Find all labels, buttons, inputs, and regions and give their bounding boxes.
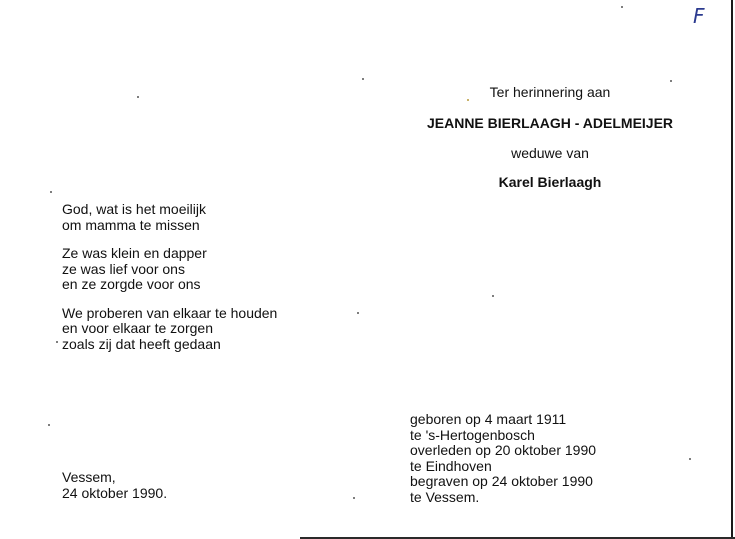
dust-speck (50, 191, 52, 193)
handwritten-corner-mark: F (693, 4, 705, 28)
poem-stanza (62, 246, 277, 293)
relation-text: weduwe van (511, 145, 589, 161)
poem-line: Ze was klein en dapper (62, 245, 207, 261)
poem-stanza (62, 306, 277, 353)
card-right-edge (731, 0, 733, 539)
dust-speck (362, 78, 364, 80)
signoff (62, 470, 167, 501)
date-line: te Vessem. (410, 488, 480, 505)
dust-speck (492, 295, 494, 297)
poem-line: om mamma te missen (62, 216, 200, 233)
date-line: te Eindhoven (410, 457, 492, 474)
intro-text: Ter herinnering aan (489, 84, 611, 100)
poem-line: ze was lief voor ons (62, 260, 185, 277)
date-line: geboren op 4 maart 1911 (410, 411, 567, 427)
dust-speck (48, 424, 50, 426)
spouse-name: Karel Bierlaagh (498, 174, 602, 190)
dust-speck (467, 99, 469, 101)
poem-line: zoals zij dat heeft gedaan (62, 335, 221, 352)
dust-speck (137, 96, 139, 98)
life-dates (410, 412, 596, 505)
poem-stanza (62, 202, 277, 233)
dust-speck (689, 458, 691, 460)
poem-line: God, wat is het moeilijk (62, 201, 206, 217)
dust-speck (670, 80, 672, 82)
poem (62, 202, 277, 365)
dust-speck (357, 312, 359, 314)
deceased-name: JEANNE BIERLAAGH - ADELMEIJER (426, 115, 674, 131)
signoff-place: Vessem, (62, 469, 116, 485)
date-line: overleden op 20 oktober 1990 (410, 442, 597, 458)
dust-speck (353, 497, 355, 499)
date-line: te 's-Hertogenbosch (410, 426, 535, 443)
poem-line: We proberen van elkaar te houden (62, 304, 278, 321)
poem-line: en voor elkaar te zorgen (62, 320, 213, 336)
dust-speck (56, 341, 58, 343)
date-line: begraven op 24 oktober 1990 (410, 473, 593, 489)
signoff-date: 24 oktober 1990. (62, 484, 168, 501)
dust-speck (621, 6, 623, 8)
poem-line: en ze zorgde voor ons (62, 276, 201, 292)
